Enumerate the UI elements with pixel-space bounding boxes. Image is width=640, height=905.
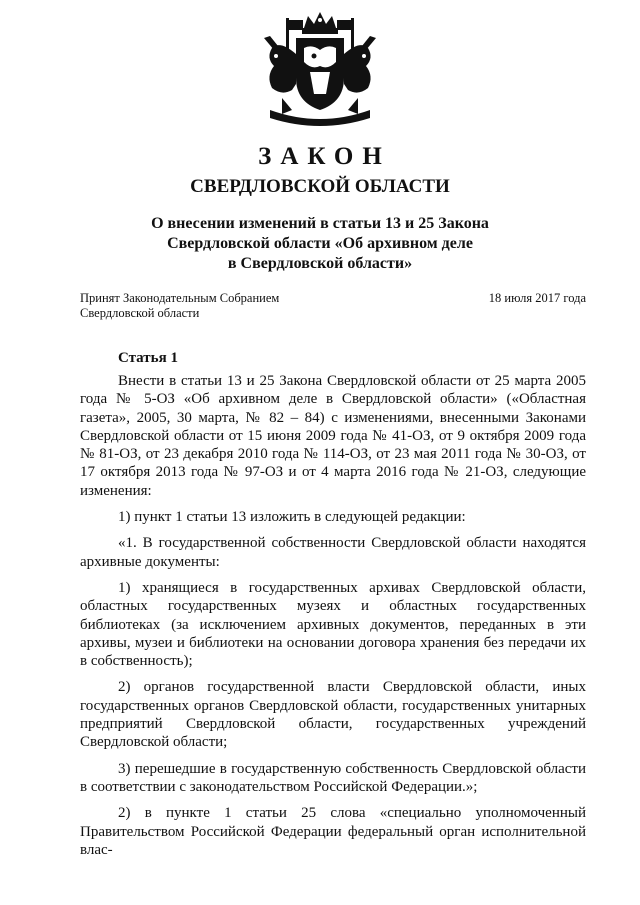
paragraph: 3) перешедшие в государственную собственность Свердловской области в соответствии с законодательством Российской Федерации.»;: [80, 760, 586, 795]
paragraph: 1) пункт 1 статьи 13 изложить в следующей редакции:: [118, 509, 466, 526]
article-heading: Статья 1: [118, 350, 178, 366]
subject-line: О внесении изменений в статьи 13 и 25 Закона: [151, 215, 489, 232]
paragraph: Внести в статьи 13 и 25 Закона Свердловской области от 25 марта 2005 года № 5-ОЗ «Об архивном деле в Свердловской области» («Областная газета», 2005, 30 марта, № 82 – 84) с изменениями, внесенными Законами Свердловской области от 15 июня 2009 года № 41-ОЗ, от 9 октября 2009 года № 81-ОЗ, от 23 декабря 2010 года № 114-ОЗ, от 23 мая 2011 года № 30-ОЗ, от 17 октября 2013 года № 97-ОЗ и от 4 марта 2016 года № 21-ОЗ, следующие изменения:: [80, 373, 586, 499]
adopted-by-line: Свердловской области: [80, 306, 200, 320]
paragraph: 2) органов государственной власти Свердловской области, иных государственных органов Свердловской области, государственных унитарных предприятий Свердловской области, государственных учреждений Свердловской области;: [80, 679, 586, 751]
article-body: [80, 372, 586, 867]
paragraph: 1) хранящиеся в государственных архивах Свердловской области, областных государственных музеях и областных государственных библиотеках (за исключением архивных документов, переданных в эти архивы, музеи и библиотеки на основании договора хранения без передачи их в собственность);: [80, 579, 586, 670]
adopted-by-line: Принят Законодательным Собранием: [80, 291, 280, 305]
paragraph: «1. В государственной собственности Свердловской области находятся архивные документы:: [80, 535, 586, 570]
subject-line: в Свердловской области»: [227, 255, 413, 272]
paragraph: 2) в пункте 1 статьи 25 слова «специально уполномоченный Правительством Российской Федерации федеральный орган исполнительной влас-: [80, 805, 586, 858]
coat-of-arms-icon: [252, 10, 388, 134]
law-title: ЗАКОН: [258, 143, 391, 170]
adopted-by: [80, 291, 380, 321]
adopted-date: 18 июля 2017 года: [488, 291, 586, 305]
law-subject: [0, 214, 640, 274]
region-title: СВЕРДЛОВСКОЙ ОБЛАСТИ: [190, 176, 450, 197]
subject-line: Свердловской области «Об архивном деле: [167, 235, 473, 252]
